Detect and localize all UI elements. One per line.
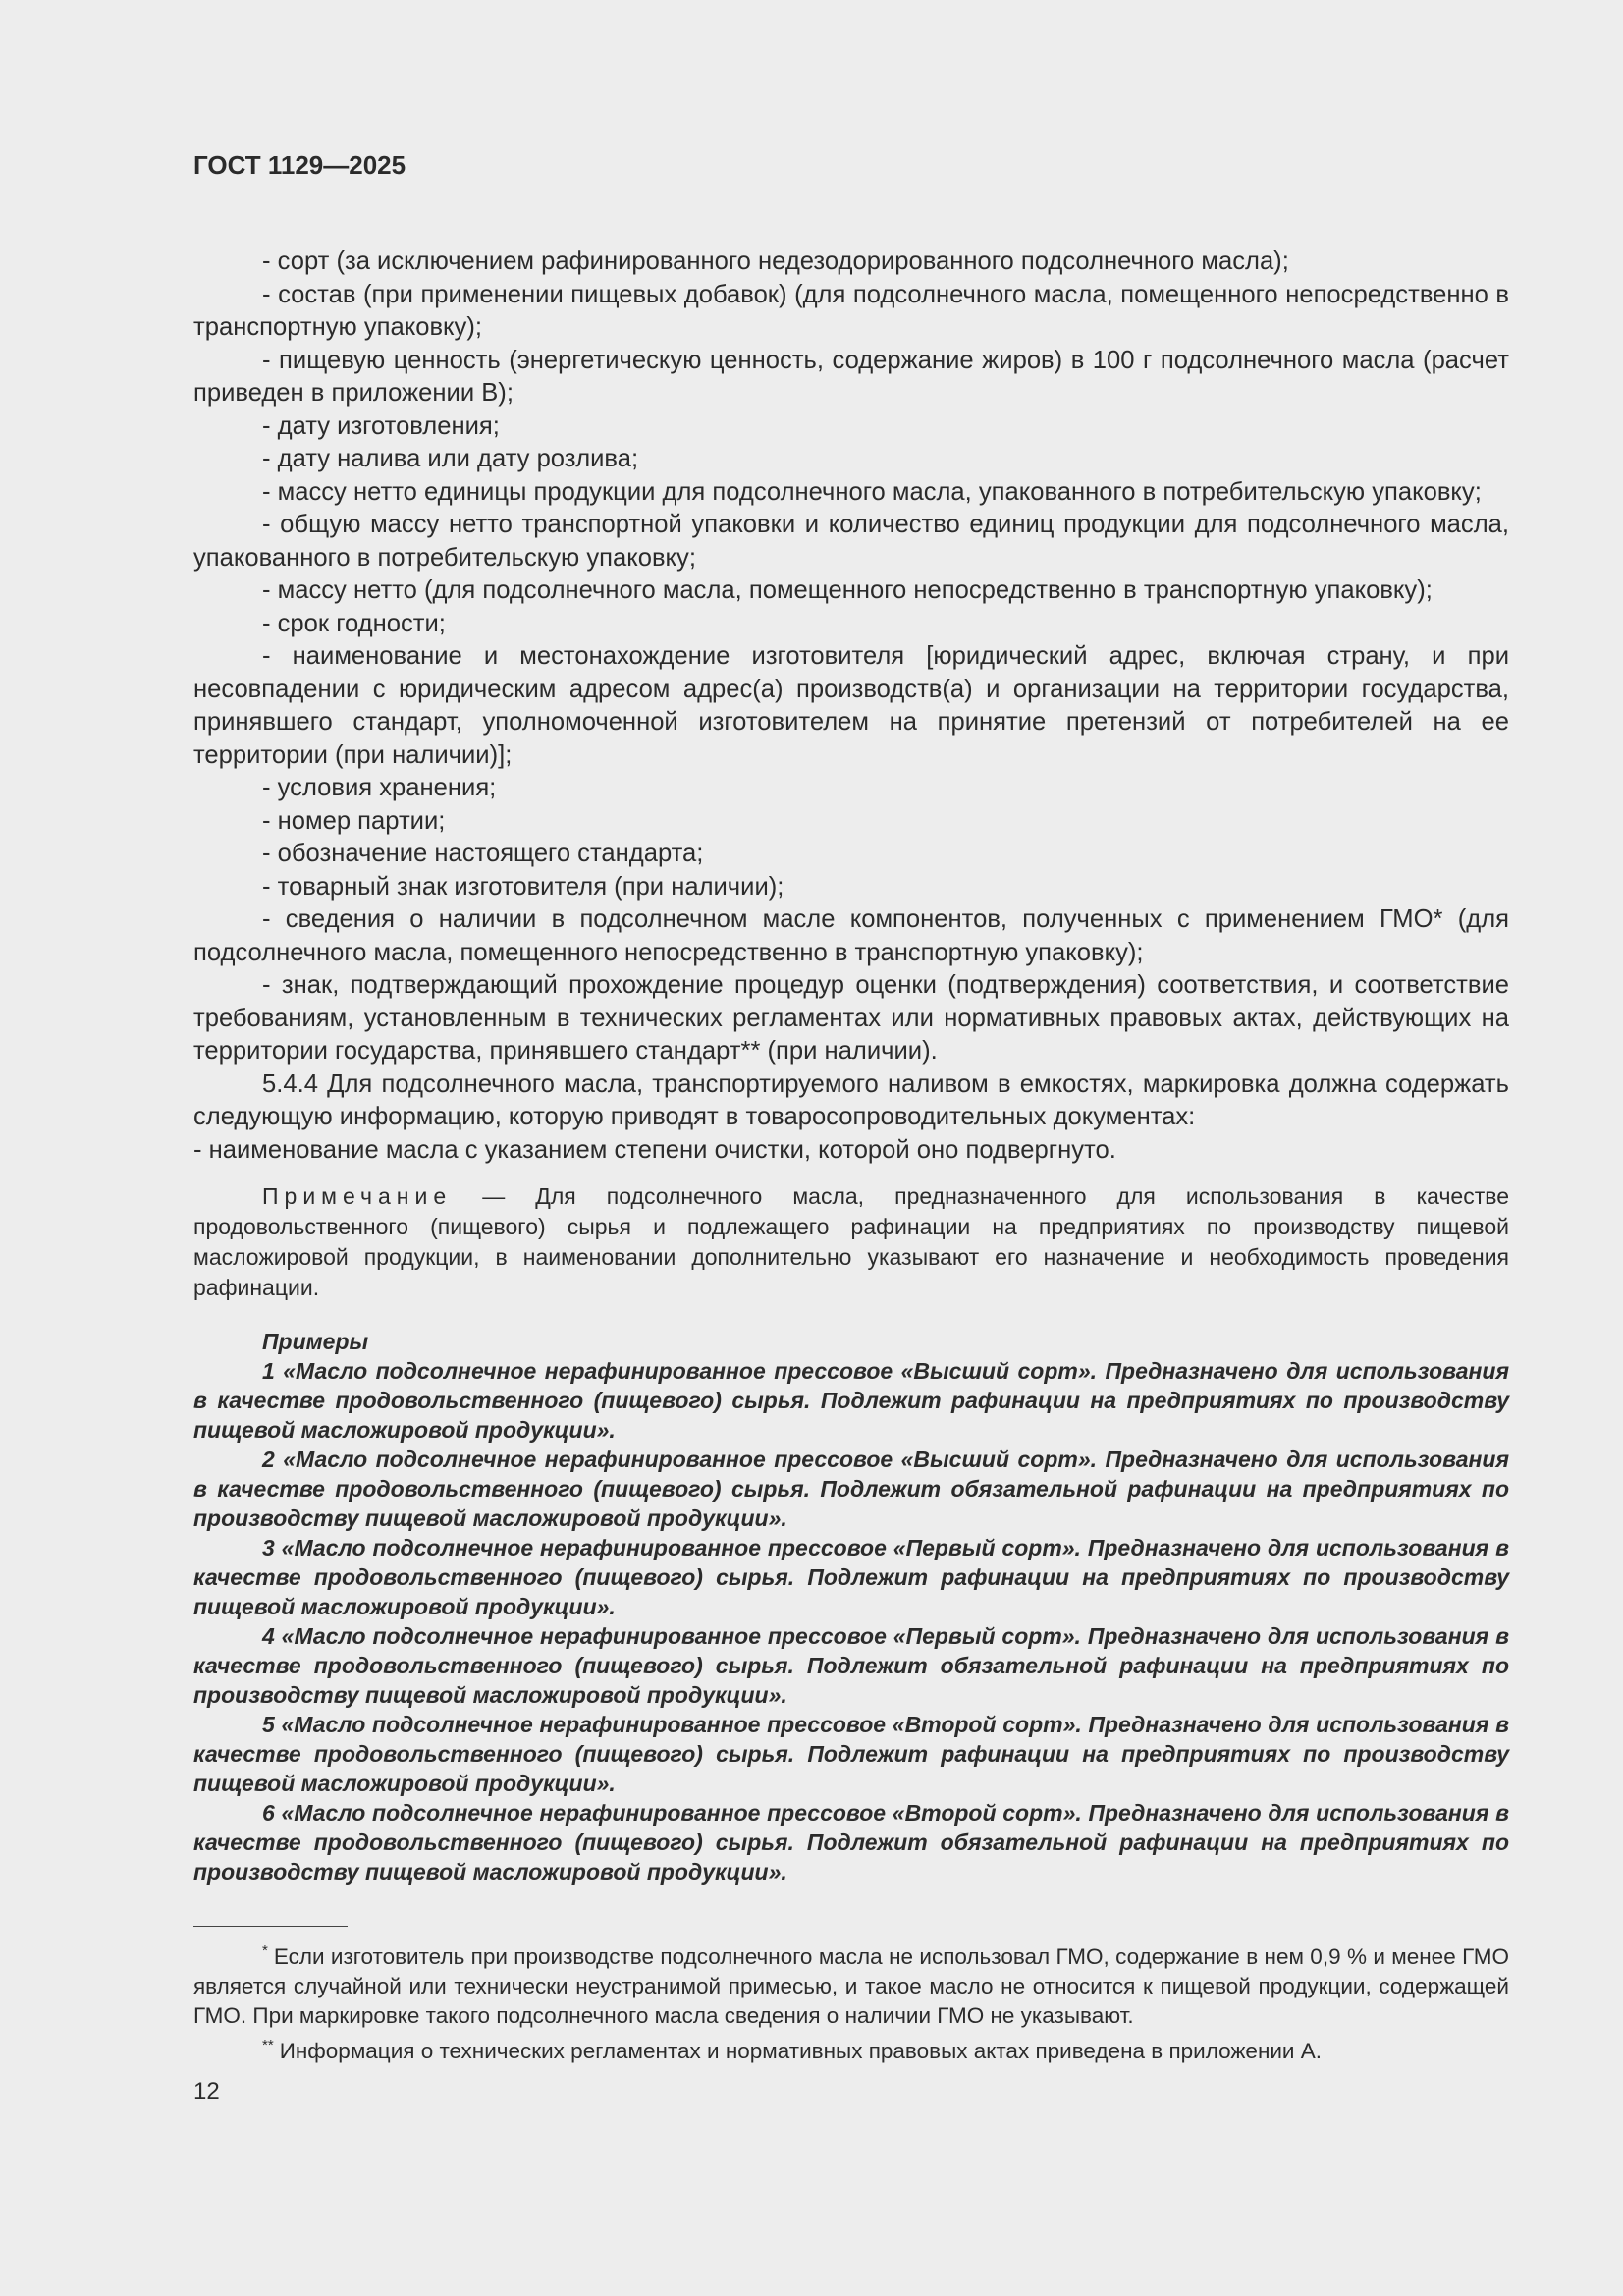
example-item: 4 «Масло подсолнечное нерафинированное прессовое «Первый сорт». Предназначено для использования в качестве продовольственного (пищевого) сырья. Подлежит обязательной рафинации на предприятиях по производству пищевой масложировой продукции». bbox=[193, 1623, 1509, 1708]
note-label: Примечание bbox=[262, 1183, 453, 1209]
body-paragraph: - знак, подтверждающий прохождение процедур оценки (подтверждения) соответствия, и соответствие требованиям, установленным в технических регламентах или нормативных правовых актах, действующих на территории государства, принявшего стандарт** (при наличии). bbox=[193, 971, 1509, 1065]
example-item: 5 «Масло подсолнечное нерафинированное прессовое «Второй сорт». Предназначено для использования в качестве продовольственного (пищевого) сырья. Подлежит рафинации на предприятиях по производству пищевой масложировой продукции». bbox=[193, 1712, 1509, 1796]
examples-title: Примеры bbox=[262, 1329, 369, 1354]
body-paragraph: - условия хранения; bbox=[262, 774, 497, 801]
body-paragraph: - дату изготовления; bbox=[262, 411, 500, 440]
body-paragraph: - сведения о наличии в подсолнечном масле компонентов, полученных с применением ГМО* (для подсолнечного масла, помещенного непосредственно в транспортную упаковку); bbox=[193, 905, 1509, 966]
body-paragraph: - состав (при применении пищевых добавок) (для подсолнечного масла, помещенного непосредственно в транспортную упаковку); bbox=[193, 280, 1509, 341]
body-paragraph: - наименование и местонахождение изготовителя [юридический адрес, включая страну, и при несовпадении с юридическим адресом адрес(а) производств(а) и организации на территории государства, принявшего стандарт, уполномоченной изготовителем на принятие претензий от потребителей на ее территории (при наличии)]; bbox=[193, 642, 1509, 769]
footnotes bbox=[193, 1937, 1509, 2066]
body-paragraph: - общую массу нетто транспортной упаковки и количество единиц продукции для подсолнечного масла, упакованного в потребительскую упаковку; bbox=[193, 511, 1509, 572]
example-item: 6 «Масло подсолнечное нерафинированное прессовое «Второй сорт». Предназначено для использования в качестве продовольственного (пищевого) сырья. Подлежит обязательной рафинации на предприятиях по производству пищевой масложировой продукции». bbox=[193, 1800, 1509, 1885]
footnote-text: Информация о технических регламентах и нормативных правовых актах приведена в приложении А. bbox=[279, 2039, 1323, 2063]
page-number: 12 bbox=[193, 2078, 220, 2105]
body-paragraph: - дату налива или дату розлива; bbox=[262, 445, 639, 472]
body-paragraph: - обозначение настоящего стандарта; bbox=[262, 840, 704, 867]
footnote bbox=[193, 2031, 1509, 2066]
example-item: 2 «Масло подсолнечное нерафинированное прессовое «Высший сорт». Предназначено для использования в качестве продовольственного (пищевого) сырья. Подлежит обязательной рафинации на предприятиях по производству пищевой масложировой продукции». bbox=[193, 1447, 1509, 1531]
body-text bbox=[193, 246, 1509, 1167]
note-paragraph bbox=[193, 1181, 1509, 1303]
document-page bbox=[193, 145, 1509, 2106]
body-paragraph: - номер партии; bbox=[262, 806, 446, 835]
examples-block bbox=[193, 1327, 1509, 1886]
body-paragraph: - массу нетто единицы продукции для подсолнечного масла, упакованного в потребительскую упаковку; bbox=[262, 477, 1482, 506]
example-item: 3 «Масло подсолнечное нерафинированное прессовое «Первый сорт». Предназначено для использования в качестве продовольственного (пищевого) сырья. Подлежит рафинации на предприятиях по производству пищевой масложировой продукции». bbox=[193, 1535, 1509, 1619]
footnote-mark: * bbox=[262, 1942, 268, 1959]
note-block bbox=[193, 1181, 1509, 1303]
document-header: ГОСТ 1129—2025 bbox=[193, 150, 406, 180]
body-last-line: - наименование масла с указанием степени очистки, которой оно подвергнуто. bbox=[193, 1135, 1116, 1164]
footnote-mark: ** bbox=[262, 2037, 274, 2053]
body-paragraph: 5.4.4 Для подсолнечного масла, транспортируемого наливом в емкостях, маркировка должна содержать следующую информацию, которую приводят в товаросопроводительных документах: bbox=[193, 1069, 1509, 1130]
footnote-text: Если изготовитель при производстве подсолнечного масла не использовал ГМО, содержание в нем 0,9 % и менее ГМО является случайной или технически неустранимой примесью, и такое масло не относится к пищевой продукции, содержащей ГМО. При маркировке такого подсолнечного масла сведения о наличии ГМО не указывают. bbox=[193, 1944, 1509, 2028]
body-paragraph: - срок годности; bbox=[262, 609, 446, 637]
body-paragraph: - пищевую ценность (энергетическую ценность, содержание жиров) в 100 г подсолнечного масла (расчет приведен в приложении В); bbox=[193, 346, 1509, 407]
example-item: 1 «Масло подсолнечное нерафинированное прессовое «Высший сорт». Предназначено для использования в качестве продовольственного (пищевого) сырья. Подлежит рафинации на предприятиях по производству пищевой масложировой продукции». bbox=[193, 1358, 1509, 1443]
footnote bbox=[193, 1937, 1509, 2031]
footnote-divider bbox=[193, 1926, 348, 1927]
body-paragraph: - массу нетто (для подсолнечного масла, помещенного непосредственно в транспортную упаковку); bbox=[262, 576, 1433, 604]
body-paragraph: - товарный знак изготовителя (при наличии); bbox=[262, 872, 784, 901]
body-paragraph: - сорт (за исключением рафинированного недезодорированного подсолнечного масла); bbox=[262, 247, 1289, 275]
note-text: — Для подсолнечного масла, предназначенного для использования в качестве продовольственного (пищевого) сырья и подлежащего рафинации на предприятиях по производству пищевой масложировой продукции, в наименовании дополнительно указывают его назначение и необходимость проведения рафинации. bbox=[193, 1183, 1509, 1300]
